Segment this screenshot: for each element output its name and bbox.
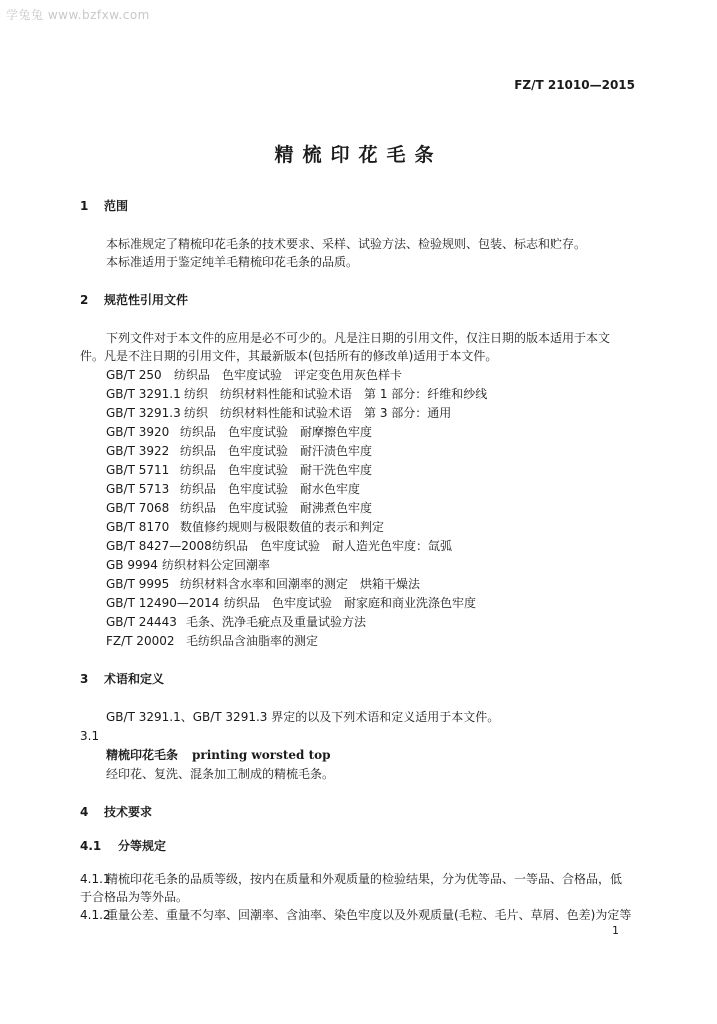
clause-4-1-2-line-1 [80, 907, 635, 924]
clause-4-1-2-text: 重量公差、重量不匀率、回潮率、含油率、染色牢度以及外观质量(毛粒、毛片、草屑、色差)为定等 [106, 908, 632, 922]
ref-title: 纺织品 色牢度试验 耐水色牢度 [180, 482, 361, 496]
ref-title: 纺织品 色牢度试验 耐汗渍色牢度 [180, 444, 373, 458]
ref-code: GB/T 7068 [106, 501, 170, 515]
term-entry [80, 747, 635, 764]
section-3-number: 3 [80, 672, 89, 686]
ref-code: GB/T 3291.1 [106, 387, 181, 401]
section-1-heading [80, 198, 635, 215]
ref-item [106, 462, 372, 479]
ref-item [106, 633, 318, 650]
section-1-title: 范围 [104, 199, 129, 213]
ref-code: GB/T 8427—2008 [106, 539, 212, 553]
section-4-title: 技术要求 [104, 805, 153, 819]
ref-code: GB 9994 [106, 558, 158, 572]
ref-code: GB/T 9995 [106, 577, 170, 591]
watermark: 学兔兔 www.bzfxw.com [6, 8, 150, 22]
clause-4-1-1-line-1 [80, 871, 635, 888]
ref-code: GB/T 3922 [106, 444, 170, 458]
standard-number: FZ/T 21010—2015 [514, 78, 635, 92]
ref-code: GB/T 5711 [106, 463, 170, 477]
ref-code: GB/T 250 [106, 368, 162, 382]
section-2-para-line-2: 件。凡是不注日期的引用文件，其最新版本(包括所有的修改单)适用于本文件。 [80, 349, 498, 363]
section-1-number: 1 [80, 199, 89, 213]
ref-item [106, 595, 476, 612]
ref-item [106, 538, 452, 555]
term-english: printing worsted top [192, 748, 331, 762]
section-3-para-1: GB/T 3291.1、GB/T 3291.3 界定的以及下列术语和定义适用于本文件。 [106, 710, 500, 724]
ref-title: 毛条、洗净毛疵点及重量试验方法 [186, 615, 367, 629]
ref-title: 纺织品 色牢度试验 耐沸煮色牢度 [180, 501, 373, 515]
ref-item [106, 405, 451, 422]
section-2-title: 规范性引用文件 [104, 293, 189, 307]
clause-4-1-1-number: 4.1.1 [80, 872, 111, 886]
ref-title: 纺织 纺织材料性能和试验术语 第 3 部分：通用 [184, 406, 452, 420]
ref-item [106, 424, 372, 441]
section-2-para-line-1: 下列文件对于本文件的应用是必不可少的。凡是注日期的引用文件，仅注日期的版本适用于本文 [106, 331, 611, 345]
ref-title: 纺织品 色牢度试验 耐干洗色牢度 [180, 463, 373, 477]
ref-item [106, 386, 487, 403]
ref-code: FZ/T 20002 [106, 634, 175, 648]
ref-title: 纺织品 色牢度试验 耐摩擦色牢度 [180, 425, 373, 439]
ref-code: GB/T 8170 [106, 520, 170, 534]
ref-title: 纺织 纺织材料性能和试验术语 第 1 部分：纤维和纱线 [184, 387, 488, 401]
ref-title: 纺织品 色牢度试验 评定变色用灰色样卡 [174, 368, 403, 382]
clause-4-1-1-text: 精梳印花毛条的品质等级，按内在质量和外观质量的检验结果，分为优等品、一等品、合格品，低 [106, 872, 623, 886]
ref-title: 毛纺织品含油脂率的测定 [186, 634, 319, 648]
section-1-para-1: 本标准规定了精梳印花毛条的技术要求、采样、试验方法、检验规则、包装、标志和贮存。 [106, 237, 587, 251]
ref-code: GB/T 3291.3 [106, 406, 181, 420]
ref-code: GB/T 5713 [106, 482, 170, 496]
ref-item [106, 481, 360, 498]
document-title: 精梳印花毛条 [274, 144, 443, 166]
ref-item [106, 443, 372, 460]
section-2-number: 2 [80, 293, 89, 307]
section-2-heading [80, 292, 635, 309]
term-chinese: 精梳印花毛条 [106, 748, 179, 762]
ref-title: 纺织材料含水率和回潮率的测定 烘箱干燥法 [180, 577, 421, 591]
ref-item [106, 367, 402, 384]
ref-title: 数值修约规则与极限数值的表示和判定 [180, 520, 385, 534]
ref-item [106, 519, 384, 536]
ref-title: 纺织品 色牢度试验 耐人造光色牢度：氙弧 [212, 539, 453, 553]
ref-code: GB/T 3920 [106, 425, 170, 439]
page-number: 1 [612, 924, 619, 937]
section-3-heading [80, 671, 635, 688]
section-3-title: 术语和定义 [104, 672, 165, 686]
section-4-number: 4 [80, 805, 89, 819]
clause-4-1-number: 4.1 [80, 839, 102, 853]
ref-title: 纺织品 色牢度试验 耐家庭和商业洗涤色牢度 [224, 596, 477, 610]
clause-4-1-heading [80, 838, 635, 855]
ref-item [106, 576, 420, 593]
clause-4-1-title: 分等规定 [118, 839, 167, 853]
clause-4-1-2-number: 4.1.2 [80, 908, 111, 922]
section-1-para-2: 本标准适用于鉴定纯羊毛精梳印花毛条的品质。 [106, 255, 359, 269]
clause-4-1-1-line-2: 于合格品为等外品。 [80, 890, 189, 904]
ref-item [106, 500, 372, 517]
ref-title: 纺织材料公定回潮率 [162, 558, 271, 572]
section-4-heading [80, 804, 635, 821]
ref-code: GB/T 24443 [106, 615, 177, 629]
clause-3-1-number: 3.1 [80, 729, 100, 743]
term-definition: 经印花、复洗、混条加工制成的精梳毛条。 [106, 767, 335, 781]
ref-code: GB/T 12490—2014 [106, 596, 220, 610]
ref-item [106, 557, 270, 574]
ref-item [106, 614, 366, 631]
